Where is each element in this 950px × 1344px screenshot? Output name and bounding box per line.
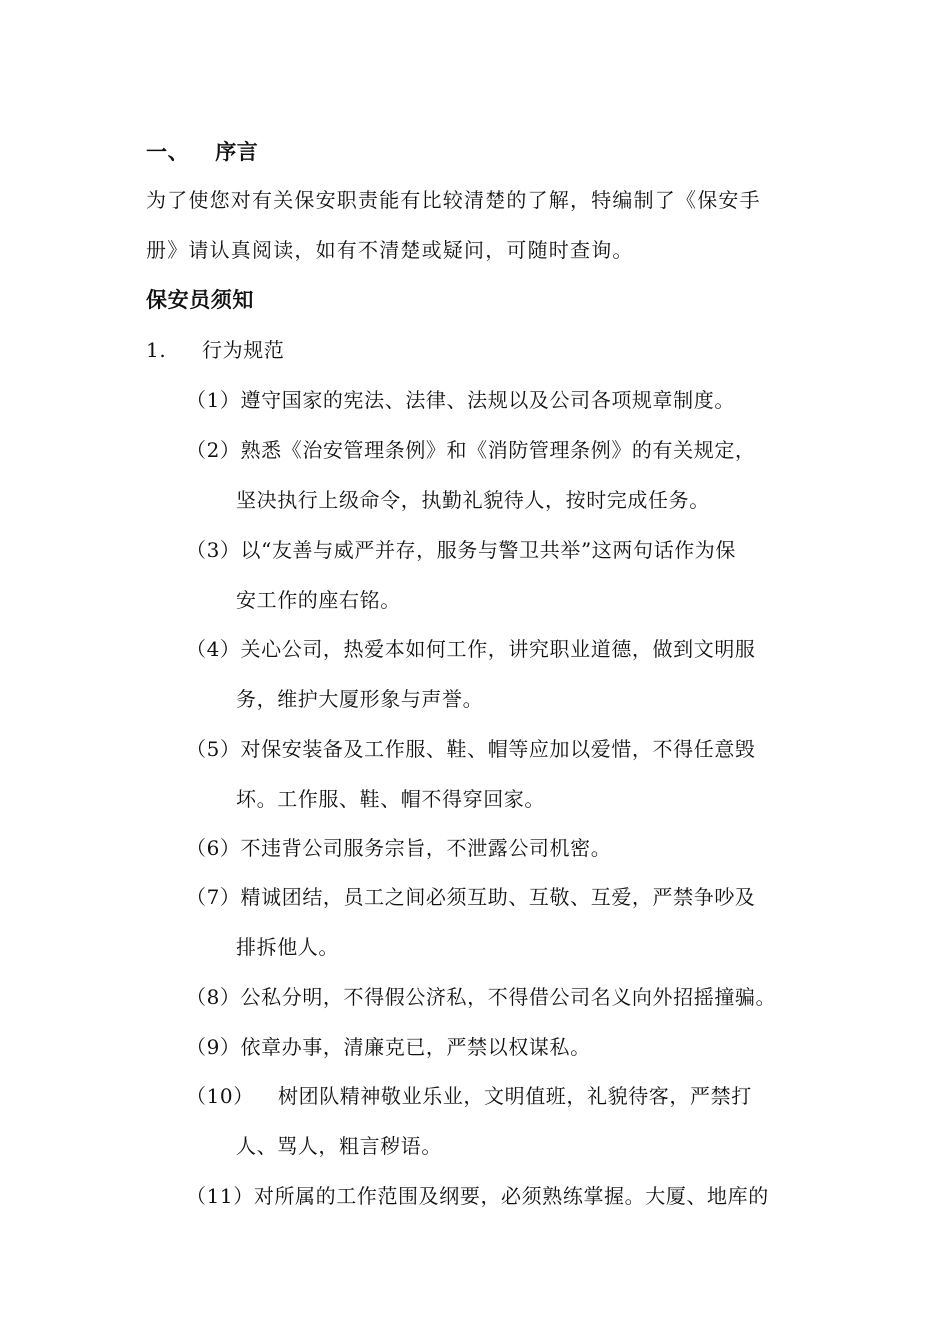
- item-marker: （9）: [186, 1035, 241, 1059]
- item-marker: （5）: [186, 737, 241, 761]
- item-continuation: 坚决执行上级命令，执勤礼貌待人，按时完成任务。: [236, 488, 710, 512]
- list-item: [186, 1034, 591, 1060]
- item-text: 熟悉《治安管理条例》和《消防管理条例》的有关规定，: [240, 438, 756, 462]
- item-text: 树团队精神敬业乐业，文明值班，礼貌待客，严禁打: [278, 1084, 752, 1108]
- item-marker: （10）: [186, 1084, 254, 1108]
- item-text: 依章办事，清廉克已，严禁以权谋私。: [240, 1035, 591, 1059]
- subheading: 保安员须知: [146, 288, 254, 312]
- intro-line-1: 为了使您对有关保安职责能有比较清楚的了解，特编制了《保安手: [146, 188, 761, 212]
- item-marker: （7）: [186, 885, 241, 909]
- section-number: 一、: [146, 140, 190, 164]
- item-marker: （6）: [186, 836, 241, 860]
- list-item: [186, 537, 736, 563]
- intro-line-2: 册》请认真阅读，如有不清楚或疑问，可随时查询。: [146, 238, 634, 262]
- item-marker: （1）: [186, 388, 241, 412]
- list-item: [186, 736, 756, 762]
- list-item: [186, 1083, 752, 1109]
- item-text: 对所属的工作范围及纲要，必须熟练掌握。大厦、地库的: [253, 1184, 769, 1208]
- numbered-section-heading: [146, 337, 284, 363]
- section-title-text: 序言: [215, 140, 259, 164]
- item-text: 公私分明，不得假公济私，不得借公司名义向外招摇撞骗。: [240, 985, 777, 1009]
- item-marker: （3）: [186, 538, 241, 562]
- list-item: [186, 636, 756, 662]
- list-item: [186, 387, 735, 413]
- item-marker: （4）: [186, 637, 241, 661]
- item-text: 遵守国家的宪法、法律、法规以及公司各项规章制度。: [240, 388, 735, 412]
- item-text: 精诚团结，员工之间必须互助、互敬、互爱，严禁争吵及: [240, 885, 756, 909]
- list-item: [186, 437, 756, 463]
- item-continuation: 排拆他人。: [236, 935, 339, 959]
- section-title: [146, 139, 258, 165]
- item-continuation: 务，维护大厦形象与声誉。: [236, 687, 484, 711]
- item-text: 以“友善与威严并存，服务与警卫共举”这两句话作为保: [240, 538, 736, 562]
- item-continuation: 坏。工作服、鞋、帽不得穿回家。: [236, 787, 545, 811]
- item-text: 关心公司，热爱本如何工作，讲究职业道德，做到文明服: [240, 637, 756, 661]
- numbered-section-title: 行为规范: [202, 338, 285, 362]
- item-continuation: 人、骂人，粗言秽语。: [236, 1134, 442, 1158]
- list-item: [186, 835, 611, 861]
- list-item: [186, 984, 776, 1010]
- item-text: 对保安装备及工作服、鞋、帽等应加以爱惜，不得任意毁: [240, 737, 756, 761]
- item-marker: （11）: [186, 1184, 254, 1208]
- item-marker: （2）: [186, 438, 241, 462]
- list-item: [186, 1183, 769, 1209]
- item-continuation: 安工作的座右铭。: [236, 588, 401, 612]
- item-marker: （8）: [186, 985, 241, 1009]
- list-item: [186, 884, 756, 910]
- numbered-section-number: 1.: [146, 338, 167, 362]
- item-text: 不违背公司服务宗旨，不泄露公司机密。: [240, 836, 612, 860]
